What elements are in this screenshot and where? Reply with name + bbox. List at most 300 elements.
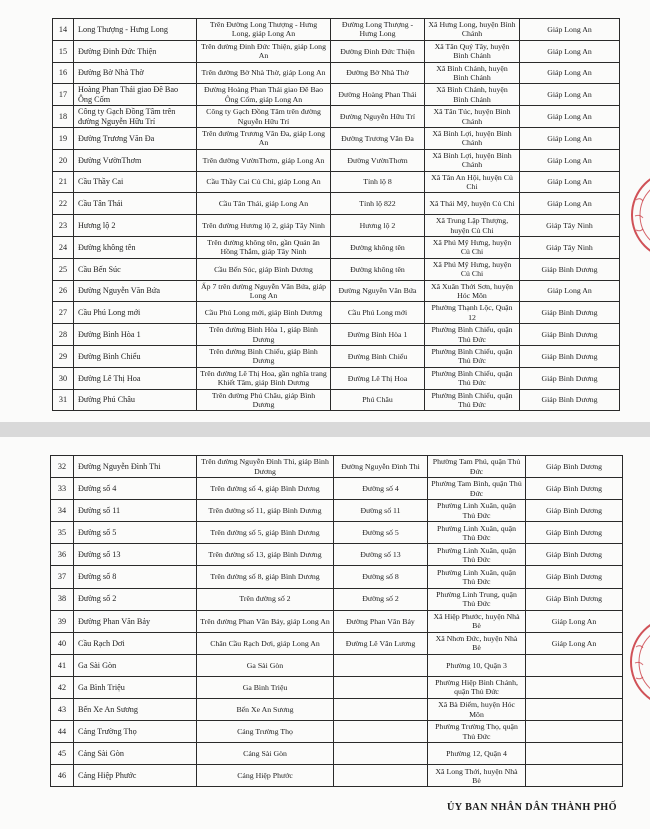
road-name-cell: [331, 63, 425, 85]
ward-district-cell: [425, 193, 520, 215]
bordering-province: Giáp Bình Dương: [541, 351, 598, 361]
checkpoint-location: Trên đường không tên, gần Quán ăn Hồng Thắm, giáp Tây Ninh: [207, 238, 320, 257]
road-name: Đường Bình Hòa 1: [347, 329, 408, 339]
row-number-cell: [51, 699, 74, 721]
row-number-cell: [51, 589, 74, 611]
checkpoint-location: Cầu Thầy Cai Củ Chi, giáp Long An: [206, 177, 321, 187]
checkpoint-location-cell: [197, 215, 331, 237]
road-name-cell: [334, 677, 428, 699]
checkpoint-location-cell: [197, 19, 331, 41]
row-number-cell: [51, 633, 74, 655]
checkpoint-name-cell: [74, 172, 197, 194]
row-number-cell: [53, 281, 74, 303]
row-number-cell: [53, 19, 74, 41]
table-row: [53, 390, 620, 412]
checkpoint-location: Trên đường số 13, giáp Bình Dương: [208, 550, 322, 560]
table-row: [53, 128, 620, 150]
checkpoint-location-cell: [197, 63, 331, 85]
row-number: 30: [58, 373, 68, 383]
row-number-cell: [53, 41, 74, 63]
road-name: Đường Nguyễn Đình Thi: [341, 461, 420, 471]
checkpoint-location-cell: [197, 259, 331, 281]
row-number-cell: [51, 500, 74, 522]
table-row: [51, 544, 623, 566]
checkpoint-name: Cầu Phú Long mới: [78, 308, 141, 318]
checkpoint-location: Trên đường số 2: [239, 594, 291, 604]
bordering-province: Giáp Long An: [547, 177, 592, 187]
bordering-province: Giáp Long An: [551, 616, 597, 626]
checkpoint-location: Chân Cầu Rạch Dơi, giáp Long An: [210, 638, 320, 648]
road-name: Đường số 11: [360, 506, 401, 516]
checkpoint-name-cell: [74, 544, 197, 566]
row-number-cell: [51, 611, 74, 633]
checkpoint-name: Đường Trương Văn Đa: [78, 133, 155, 143]
ward-district: Phường Bình Chiểu, quận Thủ Đức: [431, 368, 513, 388]
ward-district-cell: [428, 500, 526, 522]
checkpoint-name-cell: [74, 193, 197, 215]
checkpoint-location-cell: [197, 324, 331, 346]
checkpoint-name: Cầu Bến Súc: [78, 264, 121, 274]
row-number: 19: [58, 133, 68, 143]
ward-district: Xã Bà Điểm, huyện Hóc Môn: [438, 700, 515, 719]
ward-district-cell: [425, 63, 520, 85]
ward-district-cell: [428, 478, 526, 500]
row-number: 17: [58, 90, 68, 100]
row-number-cell: [53, 302, 74, 324]
checkpoint-name-cell: [74, 390, 197, 412]
checkpoint-name-cell: [74, 237, 197, 259]
row-number: 33: [57, 483, 67, 493]
checkpoint-location: Ga Bình Triệu: [242, 682, 288, 692]
checkpoint-name-cell: [74, 721, 197, 743]
bordering-province-cell: [520, 128, 620, 150]
ward-district-cell: [428, 677, 526, 699]
checkpoint-name: Đường số 11: [78, 506, 121, 516]
checkpoint-location-cell: [197, 721, 334, 743]
bordering-province-cell: [520, 302, 620, 324]
row-number-cell: [53, 84, 74, 106]
checkpoint-name: Cảng Sài Gòn: [78, 749, 124, 759]
ward-district: Phường Trường Thọ, quận Thủ Đức: [435, 722, 518, 741]
table-row: [51, 611, 623, 633]
checkpoint-location: Trên đường VườnThơm, giáp Long An: [202, 155, 325, 165]
table-row: [53, 172, 620, 194]
bordering-province: Giáp Long An: [547, 46, 592, 56]
ward-district-cell: [428, 566, 526, 588]
checkpoint-location: Trên đường số 8, giáp Bình Dương: [210, 572, 320, 582]
table-row: [51, 677, 623, 699]
road-name: Đường Lê Văn Lương: [345, 638, 416, 648]
ward-district: Xã Bình Lợi, huyện Bình Chánh: [432, 150, 512, 170]
checkpoint-name: Đường Đinh Đức Thiện: [78, 46, 157, 56]
signatory-heading: ỦY BAN NHÂN DÂN THÀNH PHỐ: [447, 802, 617, 813]
ward-district-cell: [425, 106, 520, 128]
ward-district: Xã Bình Chánh, huyện Bình Chánh: [436, 85, 508, 104]
bordering-province-cell: [526, 699, 623, 721]
bordering-province: Giáp Bình Dương: [546, 461, 602, 471]
checkpoint-name-cell: [74, 106, 197, 128]
checkpoint-location-cell: [197, 128, 331, 150]
ward-district-cell: [425, 259, 520, 281]
ward-district: Phường 12, Quận 4: [446, 749, 507, 759]
checkpoint-name: Đường Lê Thị Hoa: [78, 373, 141, 383]
row-number-cell: [53, 215, 74, 237]
table-row: [53, 106, 620, 128]
row-number: 21: [58, 177, 68, 187]
row-number: 37: [57, 572, 67, 582]
bordering-province-cell: [520, 281, 620, 303]
checkpoint-table-bottom: [50, 455, 623, 787]
road-name-cell: [331, 41, 425, 63]
checkpoint-location: Trên đường Đinh Đức Thiện, giáp Long An: [201, 41, 326, 61]
road-name-cell: [331, 237, 425, 259]
bordering-province-cell: [526, 611, 623, 633]
checkpoint-name: Đường VườnThơm: [78, 155, 142, 165]
ward-district-cell: [425, 41, 520, 63]
row-number-cell: [53, 324, 74, 346]
ward-district-cell: [425, 237, 520, 259]
row-number: 44: [57, 727, 67, 737]
ward-district-cell: [425, 172, 520, 194]
row-number-cell: [51, 677, 74, 699]
checkpoint-location-cell: [197, 765, 334, 787]
ward-district: Phường Thạnh Lộc, Quận 12: [431, 303, 513, 322]
row-number-cell: [53, 368, 74, 390]
bordering-province: Giáp Bình Dương: [541, 308, 598, 318]
ward-district-cell: [428, 522, 526, 544]
ward-district-cell: [425, 346, 520, 368]
bordering-province-cell: [520, 150, 620, 172]
table-row: [53, 150, 620, 172]
ward-district-cell: [425, 324, 520, 346]
bordering-province: Giáp Long An: [547, 68, 592, 78]
row-number: 41: [57, 660, 67, 670]
row-number: 35: [57, 528, 67, 538]
ward-district-cell: [428, 589, 526, 611]
checkpoint-name: Đường số 13: [78, 550, 121, 560]
checkpoint-name: Đường Nguyễn Đình Thi: [78, 461, 161, 471]
row-number: 23: [58, 220, 68, 230]
ward-district: Xã Bình Lợi, huyện Bình Chánh: [432, 129, 512, 148]
road-name-cell: [331, 19, 425, 41]
row-number: 45: [57, 749, 67, 759]
checkpoint-location-cell: [197, 633, 334, 655]
road-name-cell: [334, 633, 428, 655]
bordering-province-cell: [526, 633, 623, 655]
bordering-province: Giáp Long An: [547, 133, 592, 143]
ward-district: Xã Hiệp Phước, huyện Nhà Bè: [433, 611, 520, 631]
bordering-province: Giáp Bình Dương: [541, 373, 598, 383]
row-number: 14: [58, 24, 68, 34]
checkpoint-name-cell: [74, 346, 197, 368]
road-name: Tỉnh lộ 822: [359, 199, 396, 209]
checkpoint-location-cell: [197, 368, 331, 390]
road-name: Đường không tên: [350, 264, 405, 274]
road-name-cell: [334, 655, 428, 677]
checkpoint-location-cell: [197, 302, 331, 324]
row-number: 18: [58, 111, 68, 121]
road-name-cell: [334, 544, 428, 566]
ward-district-cell: [428, 456, 526, 478]
bordering-province-cell: [520, 346, 620, 368]
table-row: [51, 500, 623, 522]
page-separator: [0, 422, 650, 437]
bordering-province: Giáp Bình Dương: [541, 329, 598, 339]
table-row: [53, 215, 620, 237]
row-number: 28: [58, 329, 68, 339]
ward-district: Xã Phú Mỹ Hưng, huyện Củ Chi: [432, 259, 512, 279]
checkpoint-location: Trên đường Nguyễn Đình Thi, giáp Bình Dương: [201, 457, 329, 476]
bordering-province-cell: [520, 193, 620, 215]
row-number-cell: [53, 237, 74, 259]
row-number: 20: [58, 155, 68, 165]
road-name-cell: [334, 611, 428, 633]
ward-district: Phường Linh Trung, quận Thủ Đức: [436, 589, 517, 609]
checkpoint-location-cell: [197, 677, 334, 699]
ward-district: Phường 10, Quận 3: [446, 660, 507, 670]
checkpoint-name: Đường không tên: [78, 242, 136, 252]
row-number-cell: [51, 721, 74, 743]
checkpoint-name-cell: [74, 150, 197, 172]
road-name: Hương lộ 2: [359, 220, 396, 230]
bordering-province: Giáp Tây Ninh: [546, 220, 593, 230]
road-name-cell: [331, 84, 425, 106]
ward-district: Xã Tân Quý Tây, huyện Bình Chánh: [434, 41, 510, 61]
checkpoint-name: Đường Nguyễn Văn Bứa: [78, 286, 160, 296]
road-name: Đường số 4: [362, 483, 399, 493]
checkpoint-location-cell: [197, 390, 331, 412]
bordering-province-cell: [526, 743, 623, 765]
checkpoint-location-cell: [197, 456, 334, 478]
bordering-province-cell: [526, 500, 623, 522]
row-number: 42: [57, 682, 67, 692]
checkpoint-location: Bến Xe An Sương: [236, 704, 294, 714]
checkpoint-name: Đường Bờ Nhà Thờ: [78, 68, 144, 78]
bordering-province-cell: [526, 456, 623, 478]
row-number: 40: [57, 638, 67, 648]
bordering-province-cell: [526, 566, 623, 588]
checkpoint-location: Ga Sài Gòn: [246, 660, 284, 670]
row-number: 39: [57, 616, 67, 626]
row-number: 46: [57, 771, 67, 781]
red-seal-stamp: [622, 615, 650, 710]
bordering-province-cell: [520, 215, 620, 237]
ward-district-cell: [425, 150, 520, 172]
row-number-cell: [51, 478, 74, 500]
ward-district: Phường Bình Chiểu, quận Thủ Đức: [431, 347, 513, 366]
road-name-cell: [334, 478, 428, 500]
road-name: Đường số 13: [360, 550, 401, 560]
bordering-province-cell: [520, 19, 620, 41]
table-row: [53, 237, 620, 259]
checkpoint-name: Ga Sài Gòn: [78, 660, 117, 670]
bordering-province-cell: [526, 544, 623, 566]
checkpoint-name-cell: [74, 765, 197, 787]
table-row: [51, 456, 623, 478]
checkpoint-location-cell: [197, 611, 334, 633]
ward-district-cell: [428, 721, 526, 743]
road-name-cell: [331, 302, 425, 324]
road-name: Đường VườnThơm: [347, 155, 408, 165]
checkpoint-location: Ấp 7 trên đường Nguyễn Văn Bứa, giáp Long An: [200, 281, 327, 300]
table-row: [53, 19, 620, 41]
checkpoint-name: Cầu Tân Thái: [78, 199, 123, 209]
bordering-province-cell: [526, 721, 623, 743]
ward-district: Xã Thái Mỹ, huyện Củ Chi: [429, 199, 515, 209]
road-name: Đường Trương Văn Đa: [341, 133, 414, 143]
checkpoint-name: Đường số 2: [78, 594, 117, 604]
road-name-cell: [334, 765, 428, 787]
checkpoint-location: Trên đường Trương Văn Đa, giáp Long An: [201, 129, 326, 148]
checkpoint-name-cell: [74, 259, 197, 281]
checkpoint-location: Trên Đường Long Thượng - Hưng Long, giáp Long An: [209, 20, 318, 39]
ward-district-cell: [428, 699, 526, 721]
row-number-cell: [53, 193, 74, 215]
road-name-cell: [331, 215, 425, 237]
checkpoint-location: Trên đường số 11, giáp Bình Dương: [208, 506, 322, 516]
checkpoint-name: Đường Bình Chiểu: [78, 351, 141, 361]
checkpoint-name-cell: [74, 324, 197, 346]
row-number: 34: [57, 506, 67, 516]
road-name-cell: [331, 368, 425, 390]
checkpoint-name: Ga Bình Triệu: [78, 682, 125, 692]
checkpoint-location: Trên đường Bình Hòa 1, giáp Bình Dương: [209, 325, 318, 344]
checkpoint-location: Trên đường số 5, giáp Bình Dương: [210, 528, 320, 538]
ward-district: Phường Bình Chiểu, quận Thủ Đức: [431, 390, 513, 409]
row-number-cell: [53, 390, 74, 412]
bordering-province-cell: [520, 63, 620, 85]
ward-district: Xã Long Thới, huyện Nhà Bè: [435, 766, 518, 785]
ward-district-cell: [425, 302, 520, 324]
checkpoint-location-cell: [197, 500, 334, 522]
road-name-cell: [334, 456, 428, 478]
checkpoint-location: Trên đường Bờ Nhà Thờ, giáp Long An: [201, 68, 326, 78]
checkpoint-name: Cầu Thầy Cai: [78, 177, 124, 187]
checkpoint-name-cell: [74, 589, 197, 611]
bordering-province-cell: [520, 106, 620, 128]
checkpoint-table-top: [52, 18, 620, 411]
checkpoint-location-cell: [197, 84, 331, 106]
road-name: Đường Lê Thị Hoa: [347, 373, 408, 383]
row-number-cell: [53, 128, 74, 150]
checkpoint-name: Bến Xe An Sương: [78, 704, 138, 714]
table-row: [51, 633, 623, 655]
bordering-province-cell: [520, 259, 620, 281]
table-row: [53, 259, 620, 281]
checkpoint-location: Cảng Hiệp Phước: [237, 771, 293, 781]
checkpoint-name-cell: [74, 566, 197, 588]
road-name: Đường Bình Chiểu: [347, 351, 408, 361]
bordering-province: Giáp Bình Dương: [546, 594, 602, 604]
bordering-province-cell: [520, 172, 620, 194]
checkpoint-name-cell: [74, 500, 197, 522]
road-name: Đường số 8: [362, 572, 399, 582]
ward-district: Xã Trung Lập Thượng, huyện Củ Chi: [435, 216, 509, 235]
table-row: [51, 655, 623, 677]
bordering-province: Giáp Long An: [547, 286, 592, 296]
checkpoint-name-cell: [74, 456, 197, 478]
row-number-cell: [51, 655, 74, 677]
table-row: [53, 346, 620, 368]
checkpoint-name: Đường Phú Châu: [78, 395, 135, 405]
checkpoint-location-cell: [197, 172, 331, 194]
road-name: Đường không tên: [350, 242, 405, 252]
checkpoint-location: Đường Hoàng Phan Thái giao Đê Bao Ông Cốm, giáp Long An: [203, 85, 324, 104]
ward-district: Phường Hiệp Bình Chánh, quận Thủ Đức: [435, 678, 518, 697]
checkpoint-name: Hoàng Phan Thái giao Đê Bao Ông Cốm: [78, 85, 179, 104]
table-row: [53, 63, 620, 85]
row-number: 29: [58, 351, 68, 361]
ward-district-cell: [425, 215, 520, 237]
bordering-province-cell: [526, 677, 623, 699]
road-name: Tỉnh lộ 8: [363, 177, 392, 187]
table-row: [53, 84, 620, 106]
checkpoint-location-cell: [197, 346, 331, 368]
checkpoint-location-cell: [197, 478, 334, 500]
road-name: Đường số 5: [362, 528, 399, 538]
ward-district: Xã Hưng Long, huyện Bình Chánh: [428, 20, 516, 39]
ward-district: Phường Linh Xuân, quận Thủ Đức: [437, 523, 516, 542]
checkpoint-name-cell: [74, 19, 197, 41]
bordering-province: Giáp Long An: [547, 199, 592, 209]
bordering-province: Giáp Long An: [547, 155, 592, 165]
ward-district: Xã Xuân Thới Sơn, huyện Hóc Môn: [431, 281, 513, 300]
checkpoint-location: Trên đường Phú Châu, giáp Bình Dương: [211, 390, 316, 409]
bordering-province-cell: [520, 324, 620, 346]
road-name-cell: [334, 721, 428, 743]
road-name-cell: [334, 743, 428, 765]
ward-district: Phường Bình Chiểu, quận Thủ Đức: [431, 325, 513, 344]
ward-district: Xã Tân Túc, huyện Bình Chánh: [433, 107, 511, 126]
checkpoint-location: Trên đường số 4, giáp Bình Dương: [210, 483, 320, 493]
checkpoint-location-cell: [197, 655, 334, 677]
checkpoint-location-cell: [197, 237, 331, 259]
red-seal-stamp: [624, 170, 650, 262]
road-name-cell: [331, 172, 425, 194]
ward-district: Phường Linh Xuân, quận Thủ Đức: [437, 501, 516, 520]
row-number-cell: [53, 172, 74, 194]
road-name-cell: [334, 500, 428, 522]
checkpoint-location-cell: [197, 150, 331, 172]
bordering-province: Giáp Tây Ninh: [546, 242, 593, 252]
bordering-province: Giáp Bình Dương: [541, 264, 598, 274]
ward-district: Xã Bình Chánh, huyện Bình Chánh: [436, 63, 508, 82]
row-number-cell: [53, 259, 74, 281]
checkpoint-location: Trên đường Bình Chiểu, giáp Bình Dương: [209, 347, 318, 366]
row-number: 36: [57, 550, 67, 560]
checkpoint-location: Công ty Gạch Đồng Tâm trên đường Nguyễn Hữu Trí: [206, 107, 321, 126]
table-row: [53, 368, 620, 390]
table-row: [51, 765, 623, 787]
checkpoint-name: Long Thượng - Hưng Long: [78, 24, 168, 34]
bordering-province: Giáp Bình Dương: [546, 572, 602, 582]
road-name: Đường Nguyễn Văn Bứa: [338, 286, 417, 296]
row-number: 26: [58, 286, 68, 296]
road-name: Phú Châu: [362, 395, 393, 405]
checkpoint-name-cell: [74, 368, 197, 390]
checkpoint-name: Đường Phan Văn Bảy: [78, 616, 151, 626]
ward-district: Phường Linh Xuân, quận Thủ Đức: [437, 567, 516, 587]
row-number: 43: [57, 704, 67, 714]
ward-district-cell: [425, 84, 520, 106]
checkpoint-location-cell: [197, 699, 334, 721]
table-row: [51, 699, 623, 721]
ward-district: Xã Tân An Hội, huyện Củ Chi: [431, 172, 513, 191]
road-name-cell: [331, 390, 425, 412]
row-number: 38: [57, 594, 67, 604]
table-row: [51, 743, 623, 765]
ward-district-cell: [425, 390, 520, 412]
